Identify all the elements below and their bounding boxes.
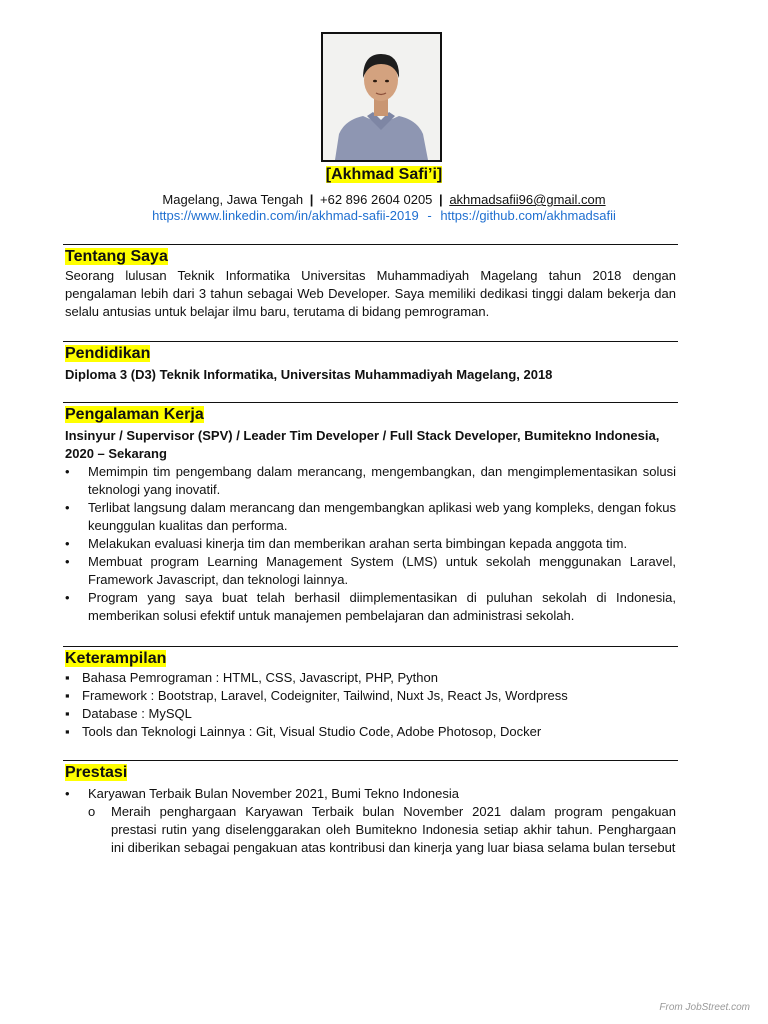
section-divider (63, 244, 678, 245)
section-divider (63, 341, 678, 342)
profile-photo (321, 32, 442, 162)
section-title-achievements-text: Prestasi (65, 764, 128, 781)
contact-separator: | (309, 192, 314, 207)
section-title-education-text: Pendidikan (65, 345, 151, 362)
list-item-text: Melakukan evaluasi kinerja tim dan memberikan arahan serta bimbingan kepada anggota tim. (88, 536, 628, 551)
list-item (65, 463, 676, 499)
list-item (65, 499, 676, 535)
bullet-icon: • (65, 500, 70, 515)
list-item (65, 589, 676, 625)
section-title-about-text: Tentang Saya (65, 248, 168, 265)
contact-line (0, 192, 768, 207)
list-item-text: Karyawan Terbaik Bulan November 2021, Bumi Tekno Indonesia (88, 786, 459, 801)
section-divider (63, 646, 678, 647)
list-item-text: Meraih penghargaan Karyawan Terbaik bulan November 2021 dalam program pengakuan prestasi rutin yang diselenggarakan oleh Bumitekno Indonesia setiap akhir tahun. Penghargaan ini diberikan sebagai pengakuan atas kontribusi dan kinerja yang luar biasa selama bulan tersebut (111, 804, 676, 855)
section-title-about (65, 247, 168, 267)
achievements-list (65, 785, 676, 857)
linkedin-link[interactable]: https://www.linkedin.com/in/akhmad-safii-2019 (152, 208, 419, 223)
list-item (65, 723, 676, 741)
section-title-experience (65, 405, 204, 425)
candidate-name (0, 166, 768, 184)
profile-links (0, 208, 768, 223)
list-item-text: Program yang saya buat telah berhasil diimplementasikan di puluhan sekolah di Indonesia, memberikan solusi efektif untuk manajemen pembelajaran dan administrasi sekolah. (88, 590, 676, 623)
circle-bullet-icon: o (88, 804, 96, 819)
candidate-name-text: [Akhmad Safi’i] (325, 166, 443, 183)
bullet-icon: • (65, 464, 70, 479)
square-bullet-icon: ▪ (65, 724, 70, 739)
section-title-skills-text: Keterampilan (65, 650, 167, 667)
profile-photo-image (323, 34, 440, 160)
contact-separator: | (439, 192, 443, 207)
email-link[interactable]: akhmadsafii96@gmail.com (449, 192, 606, 207)
section-title-achievements (65, 763, 127, 783)
list-item-text: Tools dan Teknologi Lainnya : Git, Visual Studio Code, Adobe Photosop, Docker (82, 724, 542, 739)
list-item (65, 535, 676, 553)
list-item (65, 785, 676, 803)
square-bullet-icon: ▪ (65, 706, 70, 721)
skills-list (65, 669, 676, 741)
square-bullet-icon: ▪ (65, 688, 70, 703)
education-degree: Diploma 3 (D3) Teknik Informatika, Universitas Muhammadiyah Magelang, 2018 (65, 367, 553, 382)
about-text: Seorang lulusan Teknik Informatika Universitas Muhammadiyah Magelang tahun 2018 dengan pengalaman lebih dari 3 tahun sebagai Web Developer. Saya memiliki dedikasi tinggi dalam bekerja dan selalu antusias untuk belajar ilmu baru, terutama di bidang pemrograman. (65, 268, 676, 319)
section-divider (63, 760, 678, 761)
list-item (65, 669, 676, 687)
list-item-text: Bahasa Pemrograman : HTML, CSS, Javascript, PHP, Python (82, 670, 438, 685)
list-item-text: Terlibat langsung dalam merancang dan mengembangkan aplikasi web yang kompleks, dengan fokus keunggulan kualitas dan performa. (88, 500, 676, 533)
location-text: Magelang, Jawa Tengah (162, 192, 304, 207)
source-watermark: From JobStreet.com (659, 1002, 750, 1013)
experience-role: Insinyur / Supervisor (SPV) / Leader Tim Developer / Full Stack Developer, Bumitekno Indonesia, 2020 – Sekarang (65, 428, 660, 461)
list-item (65, 553, 676, 589)
list-item (65, 687, 676, 705)
experience-list (65, 463, 676, 625)
github-link[interactable]: https://github.com/akhmadsafii (440, 208, 616, 223)
bullet-icon: • (65, 536, 70, 551)
list-item (65, 705, 676, 723)
section-title-skills (65, 649, 166, 669)
list-item-text: Memimpin tim pengembang dalam merancang, mengembangkan, dan mengimplementasikan solusi teknologi yang inovatif. (88, 464, 676, 497)
bullet-icon: • (65, 554, 70, 569)
bullet-icon: • (65, 786, 70, 801)
list-item-text: Membuat program Learning Management System (LMS) untuk sekolah menggunakan Laravel, Framework Javascript, dan teknologi lainnya. (88, 554, 676, 587)
sub-list-item (65, 803, 676, 857)
list-item-text: Framework : Bootstrap, Laravel, Codeigniter, Tailwind, Nuxt Js, React Js, Wordpress (82, 688, 568, 703)
phone-text: +62 896 2604 0205 (320, 192, 433, 207)
section-title-education (65, 344, 150, 364)
section-divider (63, 402, 678, 403)
link-separator: - (427, 208, 432, 223)
section-title-experience-text: Pengalaman Kerja (65, 406, 204, 423)
square-bullet-icon: ▪ (65, 670, 70, 685)
bullet-icon: • (65, 590, 70, 605)
list-item-text: Database : MySQL (82, 706, 192, 721)
